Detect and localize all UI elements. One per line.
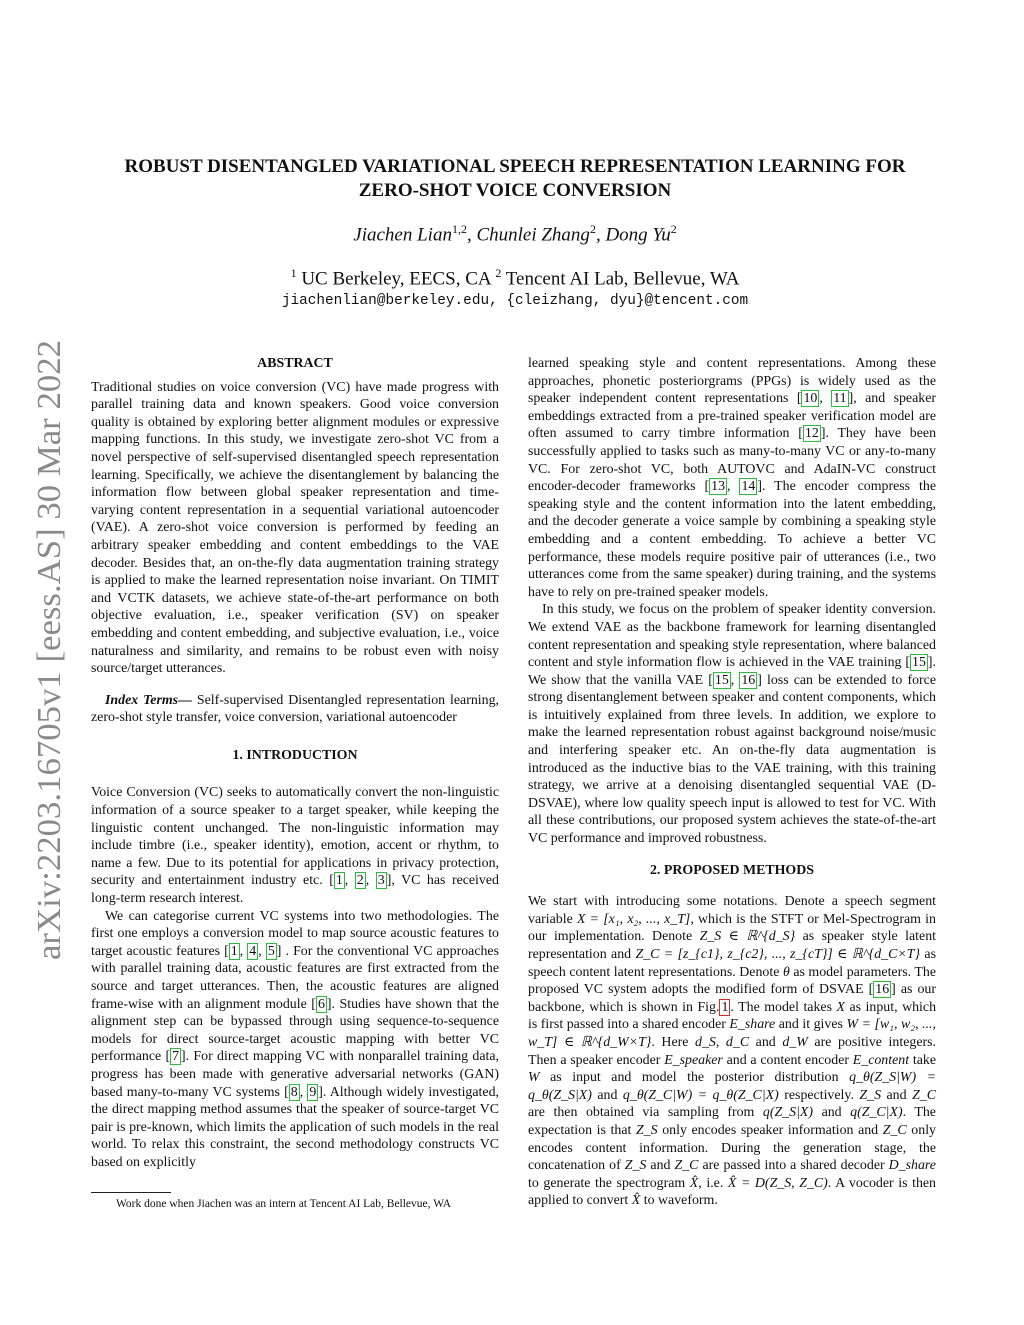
footnote-divider — [91, 1192, 171, 1193]
math: E_share — [729, 1017, 776, 1033]
affiliations — [90, 266, 940, 290]
math: d_S, d_C — [695, 1034, 750, 1050]
math: X — [836, 999, 845, 1015]
math: q_θ(Z_S|W) = q_θ(Z_S|X) — [528, 1070, 936, 1103]
math: d_W — [782, 1034, 808, 1050]
affiliation-2: Tencent AI Lab, Bellevue, WA — [505, 268, 740, 290]
affil-sup: 1 — [290, 266, 297, 280]
abstract-heading: ABSTRACT — [257, 356, 333, 371]
index-terms-text: Self-supervised Disentangled representation learning, zero-shot style transfer, voice conversion, variational autoencoder — [91, 692, 499, 726]
math: X = [x₁, x₂, ..., x_T] — [576, 911, 691, 927]
index-terms — [91, 692, 499, 727]
intro-heading: 1. INTRODUCTION — [232, 747, 358, 763]
affiliation-1: UC Berkeley, EECS, CA — [301, 268, 491, 290]
math: Z_C — [912, 1087, 936, 1103]
math: W — [528, 1070, 540, 1086]
arxiv-id: arXiv:2203.16705v1 [eess.AS] 30 Mar 2022 — [31, 353, 68, 960]
arxiv-stamp-svg — [22, 0, 68, 1325]
citation-link[interactable]: 4 — [249, 943, 257, 959]
math: X̂ — [631, 1193, 641, 1209]
title-line-1: ROBUST DISENTANGLED VARIATIONAL SPEECH REPRESENTATION LEARNING FOR — [124, 156, 906, 177]
author-name: Jiachen Lian — [353, 224, 452, 246]
math: Z_S ∈ ℝ^{d_S} — [699, 929, 796, 945]
title-line-2: ZERO-SHOT VOICE CONVERSION — [358, 180, 672, 201]
citation-link[interactable]: 15 — [714, 672, 729, 688]
math: Z_C — [674, 1158, 699, 1174]
math: Z_C = [z_{c1}, z_{c2}, ..., z_{cT}] ∈ ℝ^{d_C×T} — [635, 947, 921, 962]
citation-link[interactable]: 11 — [833, 391, 847, 407]
citation-link[interactable]: 1 — [335, 873, 343, 889]
citation-link[interactable]: 10 — [803, 391, 818, 407]
math: Z_S — [635, 1122, 658, 1138]
math: W = [w₁, w₂, ..., w_T] ∈ ℝ^{d_W×T} — [528, 1017, 936, 1050]
author-name: Dong Yu — [605, 224, 671, 246]
author-affil-sup: 1,2 — [451, 222, 467, 236]
citation-link[interactable]: 3 — [377, 873, 385, 889]
intro-paragraph-1: Voice Conversion (VC) seeks to automatically convert the non-linguistic information of a source speaker to a target speaker, while keeping the linguistic content unchanged. The non-linguistic information may include timbre (i.e., speaker identity), emotion, accent or rhythm, to name a few. Due to its potential for applications in privacy protection, security and entertainment industry etc. [ 1 , 2 , 3 ], VC has received long-term research interest. — [91, 785, 499, 907]
citation-link[interactable]: 14 — [741, 479, 756, 495]
citation-link[interactable]: 9 — [309, 1084, 317, 1100]
author-emails: jiachenlian@berkeley.edu, {cleizhang, dyu}@tencent.com — [281, 293, 749, 309]
intro-paragraph-3: learned speaking style and content representations. Among these approaches, phonetic posteriorgrams (PPGs) is widely used as the speaker independent content representations [ 10 , 11 ], and speaker embeddings extracted from a pre-trained speaker verification model are often assumed to carry timbre information [ 12 ]. They have been successfully applied to tasks such as many-to-many VC or any-to-many VC. For zero-shot VC, both AUTOVC and AdaIN-VC construct encoder-decoder frameworks [ 13 , 14 ]. The encoder compress the speaking style and the content information into the latent embedding, and the decoder generate a voice sample by combining a speaking style embedding and a content embedding. To achieve a better VC performance, these models require positive pair of utterances (i.e., two utterances come from the same speaker) during training, and the systems have to rely on pre-trained speaker models. — [528, 356, 937, 600]
citation-link[interactable]: 12 — [804, 426, 819, 442]
math: D_share — [888, 1158, 936, 1174]
methods-paragraph: We start with introducing some notations. Denote a speech segment variable X = [x₁, x₂, ..., x_T], which is the STFT or Mel-Spectrogram in our implementation. Denote Z_S ∈ ℝ^{d_S} as speaker style latent representation and Z_C = [z_{c1}, z_{c2}, ..., z_{cT}] ∈ ℝ^{d_C×T} as speech content latent representations. Denote θ as model parameters. The proposed VC system adopts the modified form of DSVAE [ 16 ] as our backbone, which is shown in Fig. 1 . The model takes X as input, which is first passed into a shared encoder E_share and it gives W = [w₁, w₂, ..., w_T] ∈ ℝ^{d_W×T}. Here d_S, d_C and d_W are positive integers. Then a speaker encoder E_speaker and a content encoder E_content take W as input and model the posterior distribution q_θ(Z_S|W) = q_θ(Z_S|X) and q_θ(Z_C|W) = q_θ(Z_C|X) respectively. Z_S and Z_C are then obtained via sampling from q(Z_S|X) and q(Z_C|X). The expectation is that Z_S only encodes speaker information and Z_C only encodes content information. During the generation stage, the concatenation of Z_S and Z_C are passed into a shared decoder D_share to generate the spectrogram X̂, i.e. X̂ = D(Z_S, Z_C). A vocoder is then applied to convert X̂ to waveform. — [528, 894, 937, 1209]
author-affil-sup: 2 — [670, 222, 677, 236]
citation-link[interactable]: 8 — [290, 1084, 298, 1100]
citation-link[interactable]: 13 — [711, 479, 726, 495]
affil-sup: 2 — [495, 266, 502, 280]
intro-paragraph-2: We can categorise current VC systems into two methodologies. The first one employs a conversion model to map source acoustic features to target acoustic features [ 1 , 4 , 5 ] . For the conventional VC approaches with parallel training data, acoustic features are first extracted from the source and target utterances. Then, the acoustic features are aligned frame-wise with an alignment module [ 6 ]. Studies have shown that the alignment step can be bypassed through using sequence-to-sequence models for direct source-target acoustic mapping with better VC performance [ 7 ]. For direct mapping VC with nonparallel training data, progress has been made with generative adversarial networks (GAN) based many-to-many VC systems [ 8 , 9 ]. Although widely investigated, the direct mapping method assumes that the speaker of source-target VC pair is pre-known, which limits the application of such models in the real world. To relax this constraint, the second methodology constructs VC based on explicitly — [91, 908, 499, 1170]
arxiv-stamp — [22, 0, 68, 1325]
right-column — [528, 355, 936, 1210]
citation-link[interactable]: 1 — [230, 943, 238, 959]
math: θ — [782, 964, 790, 980]
intro-paragraph-4: In this study, we focus on the problem of speaker identity conversion. We extend VAE as the backbone framework for learning disentangled content representation and speaking style representation, where balanced content and style information flow is achieved in the VAE training [ 15 ]. We show that the vanilla VAE [ 15 , 16 ] loss can be extended to force strong disentanglement between speaker and content components, which is intuitively explained from three levels. In addition, we explore to make the learned representation robust against background noise/music and interfering speaker etc. An on-the-fly data augmentation is introduced as the inductive bias to the VAE training, with this training strategy, we arrive at a denoising disentangled sequential VAE (D-DSVAE), where low quality speech input is allowed to test for VC. With all these contributions, our proposed system achieves the state-of-the-art VC performance and improved robustness. — [528, 602, 936, 847]
citation-link[interactable]: 16 — [875, 982, 890, 998]
citation-link[interactable]: 2 — [356, 873, 364, 889]
math: Z_C — [882, 1122, 907, 1138]
citation-link[interactable]: 7 — [172, 1049, 180, 1065]
paper-title — [90, 155, 940, 203]
figure-link[interactable]: 1 — [721, 999, 729, 1015]
math: q(Z_S|X) — [762, 1105, 814, 1121]
citation-link[interactable]: 16 — [741, 672, 756, 688]
math: Z_S — [859, 1087, 882, 1103]
methods-heading: 2. PROPOSED METHODS — [649, 862, 814, 878]
abstract-text: Traditional studies on voice conversion (VC) have made progress with parallel training data and known speakers. Good voice conversion quality is obtained by exploring better alignment modules or expressive mapping functions. In this study, we investigate zero-shot VC from a novel perspective of self-supervised disentangled speech representation learning. Specifically, we achieve the disentanglement by balancing the information flow between global speaker representation and time-varying content representation in a sequential variational autoencoder (VAE). A zero-shot voice conversion is performed by feeding an arbitrary speaker embedding and content embeddings to the VAE decoder. Besides that, an on-the-fly data augmentation training strategy is applied to make the learned representation noise invariant. On TIMIT and VCTK datasets, we achieve state-of-the-art performance on both objective evaluation, i.e., speaker verification (SV) on speaker embedding and content embedding, and subjective evaluation, i.e., voice naturalness and similarity, and remains to be robust even with noisy source/target utterances. — [91, 379, 499, 677]
math: E_speaker — [664, 1052, 723, 1068]
math: Z_S — [624, 1158, 647, 1174]
math: X̂ = D(Z_S, Z_C) — [727, 1175, 828, 1191]
math: q_θ(Z_C|W) = q_θ(Z_C|X) — [622, 1087, 779, 1103]
citation-link[interactable]: 6 — [317, 996, 325, 1012]
left-column — [91, 355, 499, 1172]
author-name: Chunlei Zhang — [476, 224, 590, 246]
footnote: Work done when Jiachen was an intern at Tencent AI Lab, Bellevue, WA — [116, 1198, 452, 1210]
author-affil-sup: 2 — [589, 222, 596, 236]
citation-link[interactable]: 15 — [912, 655, 926, 671]
index-terms-label: Index Terms— — [105, 692, 192, 708]
math: E_content — [852, 1052, 910, 1068]
authors: Jiachen Lian$^{1,2}$, Chunlei Zhang$^2$, Dong Yu$^2$ — [353, 222, 677, 246]
math: q(Z_C|X) — [850, 1105, 903, 1121]
math: X̂ — [689, 1175, 699, 1191]
citation-link[interactable]: 5 — [267, 943, 275, 959]
